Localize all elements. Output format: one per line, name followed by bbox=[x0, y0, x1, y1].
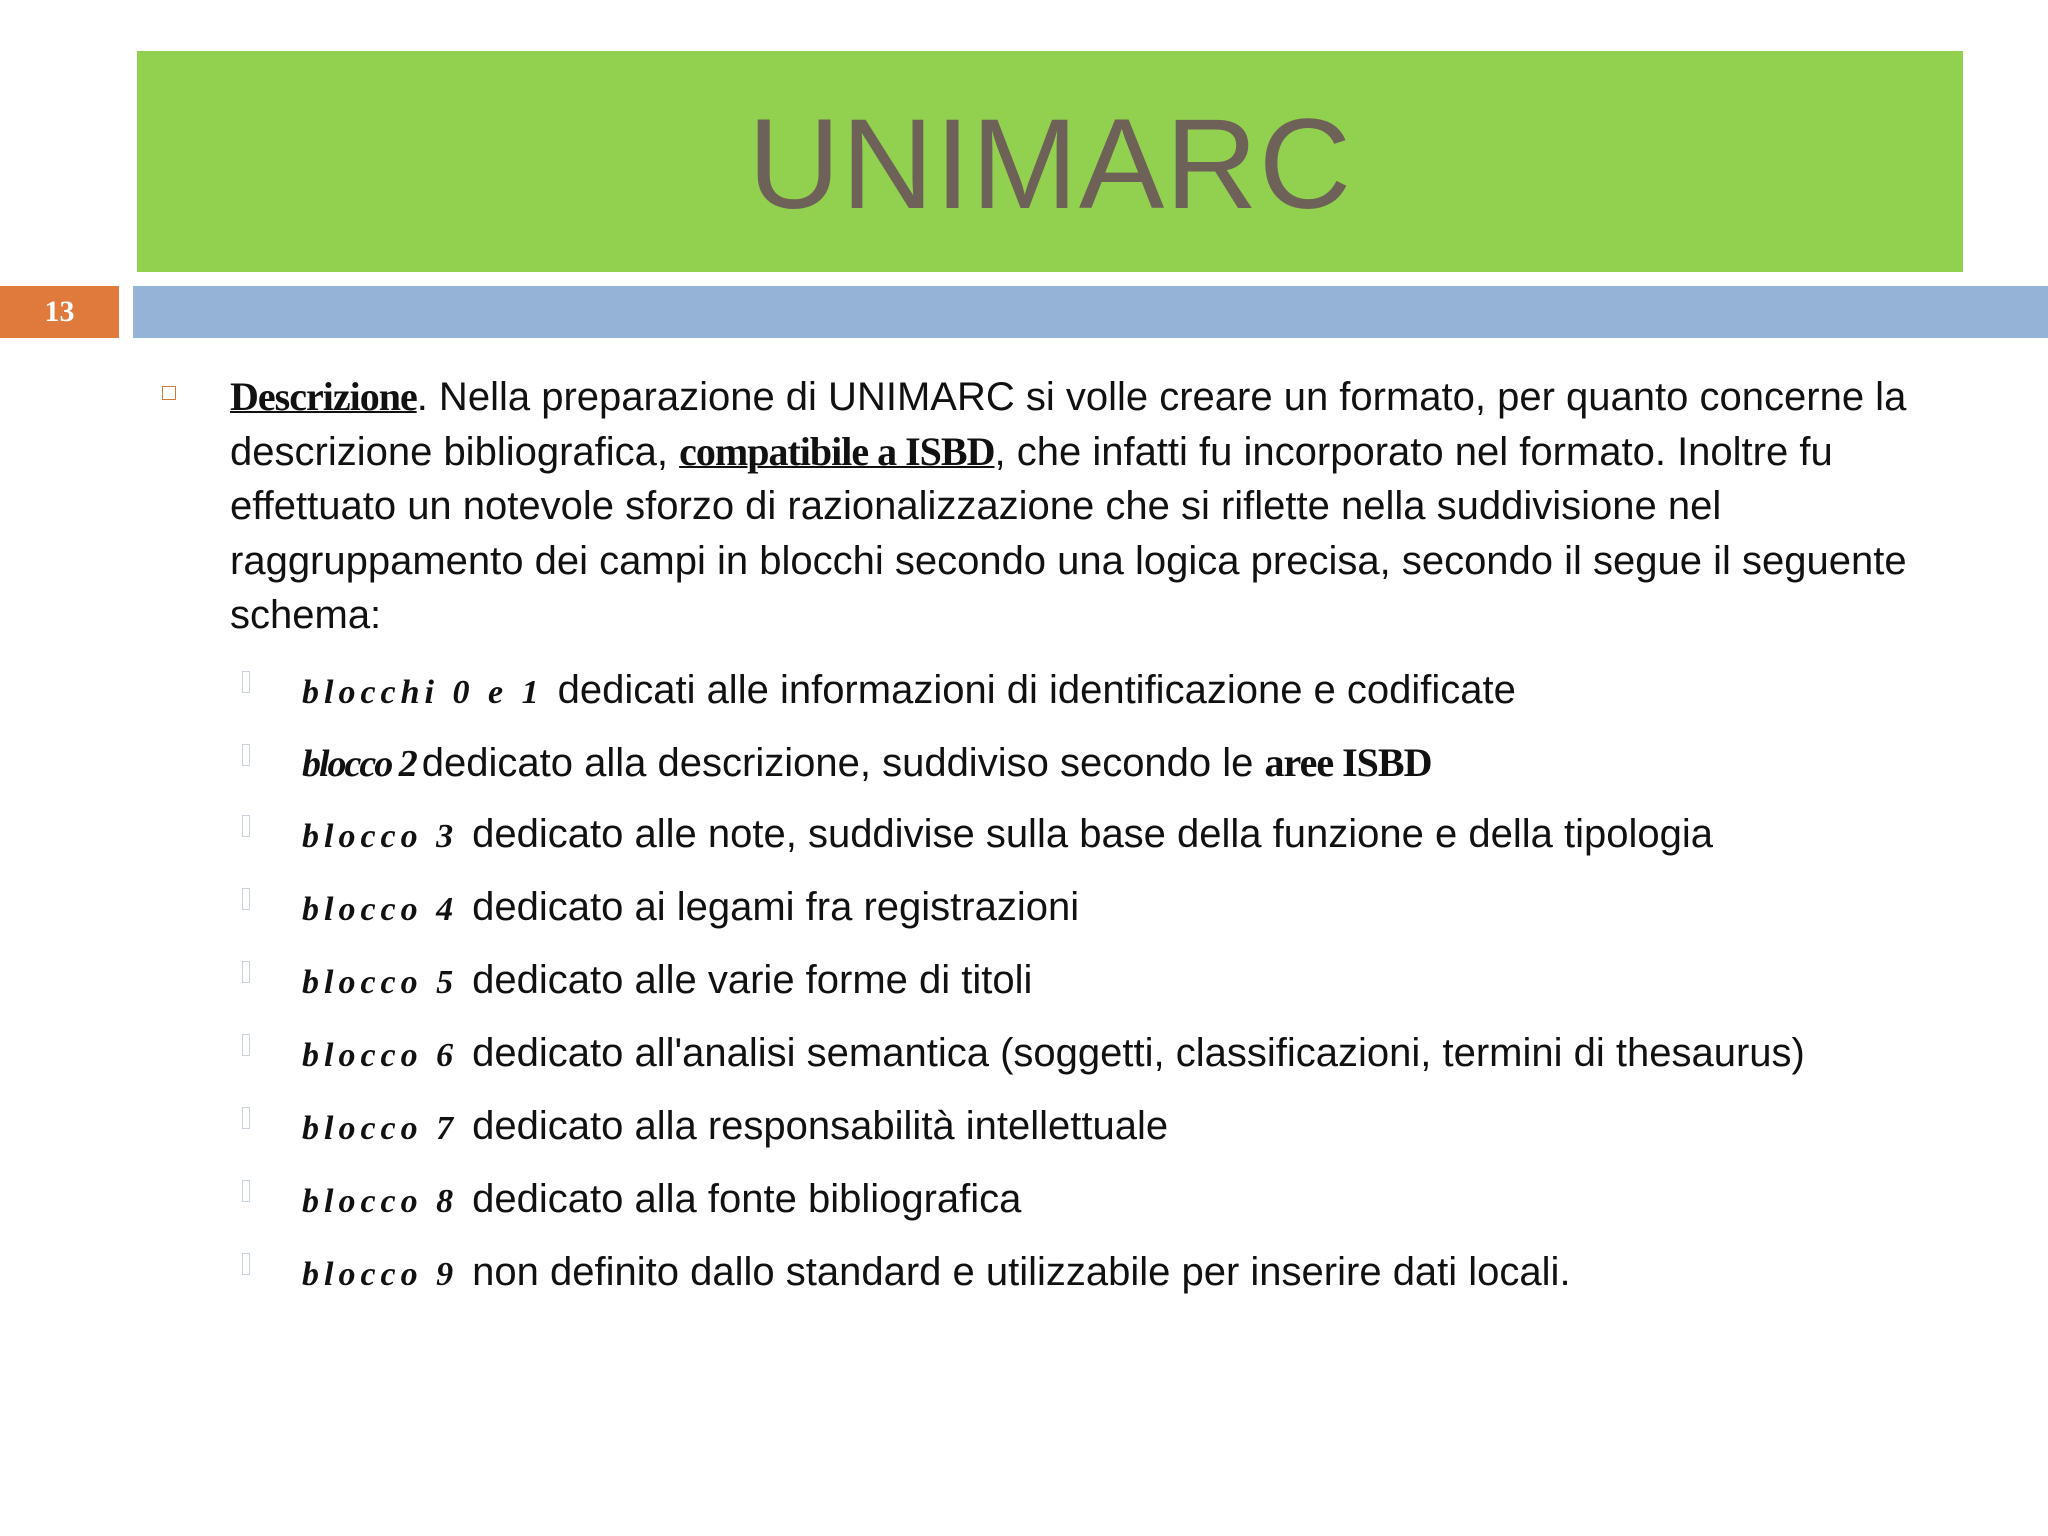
sub-bullet-icon bbox=[242, 1253, 250, 1275]
main-bullet bbox=[160, 370, 1940, 643]
item-label: blocchi 0 e 1 bbox=[302, 673, 544, 711]
sub-bullet-icon bbox=[242, 815, 250, 837]
sub-bullet-list bbox=[160, 663, 1940, 1302]
item-label: blocco 6 bbox=[302, 1036, 459, 1074]
main-text-part-2: , che infatti fu incorporato nel formato. Inoltre fu effettuato un notevole sforzo di razionalizzazione che si riflette nella suddivisione nel raggruppamento dei campi in blocchi secondo una logica precisa, secondo il segue il seguente schema: bbox=[230, 429, 1907, 637]
item-label: blocco 4 bbox=[302, 890, 459, 928]
item-text: dedicato alla fonte bibliografica bbox=[472, 1176, 1022, 1221]
term-descrizione: Descrizione bbox=[230, 374, 417, 419]
item-label: blocco 9 bbox=[302, 1255, 459, 1293]
sub-bullet-icon bbox=[242, 961, 250, 983]
sub-bullet-icon bbox=[242, 671, 250, 693]
list-item bbox=[302, 1026, 1940, 1083]
sub-bullet-icon bbox=[242, 888, 250, 910]
list-item bbox=[302, 1172, 1940, 1229]
square-bullet-icon bbox=[162, 386, 176, 400]
item-trailing: aree ISBD bbox=[1264, 739, 1432, 785]
list-item bbox=[302, 807, 1940, 864]
item-text: dedicato alla responsabilità intellettuale bbox=[472, 1103, 1169, 1148]
sub-bullet-icon bbox=[242, 1107, 250, 1129]
sub-bullet-icon bbox=[242, 1180, 250, 1202]
list-item bbox=[302, 880, 1940, 937]
title-banner bbox=[137, 51, 1963, 272]
item-text: dedicato alla descrizione, suddiviso secondo le bbox=[421, 740, 1265, 785]
list-item bbox=[302, 1099, 1940, 1156]
item-text: dedicato alle note, suddivise sulla base della funzione e della tipologia bbox=[472, 811, 1713, 856]
accent-bar bbox=[133, 286, 2048, 338]
item-label: blocco 7 bbox=[302, 1109, 459, 1147]
item-text: dedicato all'analisi semantica (soggetti, classificazioni, termini di thesaurus) bbox=[472, 1030, 1805, 1075]
item-text: non definito dallo standard e utilizzabile per inserire dati locali. bbox=[472, 1249, 1571, 1294]
main-text-part-1: . Nella preparazione di UNIMARC si volle creare un formato, per quanto concerne la descrizione bibliografica, bbox=[230, 375, 1907, 474]
sub-bullet-icon bbox=[242, 1034, 250, 1056]
item-text: dedicati alle informazioni di identificazione e codificate bbox=[557, 667, 1516, 712]
item-text: dedicato alle varie forme di titoli bbox=[472, 957, 1033, 1002]
item-label: blocco 2 bbox=[302, 742, 416, 785]
slide-number: 13 bbox=[0, 286, 119, 338]
highlight-isbd: compatibile a ISBD bbox=[679, 428, 995, 474]
slide-title: UNIMARC bbox=[747, 93, 1353, 236]
item-label: blocco 3 bbox=[302, 817, 459, 855]
list-item bbox=[302, 663, 1940, 720]
list-item bbox=[302, 1245, 1940, 1302]
list-item bbox=[302, 736, 1940, 791]
slide-content bbox=[160, 370, 1940, 1318]
item-text: dedicato ai legami fra registrazioni bbox=[472, 884, 1080, 929]
sub-bullet-icon bbox=[242, 744, 250, 766]
list-item bbox=[302, 953, 1940, 1010]
item-label: blocco 8 bbox=[302, 1182, 459, 1220]
item-label: blocco 5 bbox=[302, 963, 459, 1001]
